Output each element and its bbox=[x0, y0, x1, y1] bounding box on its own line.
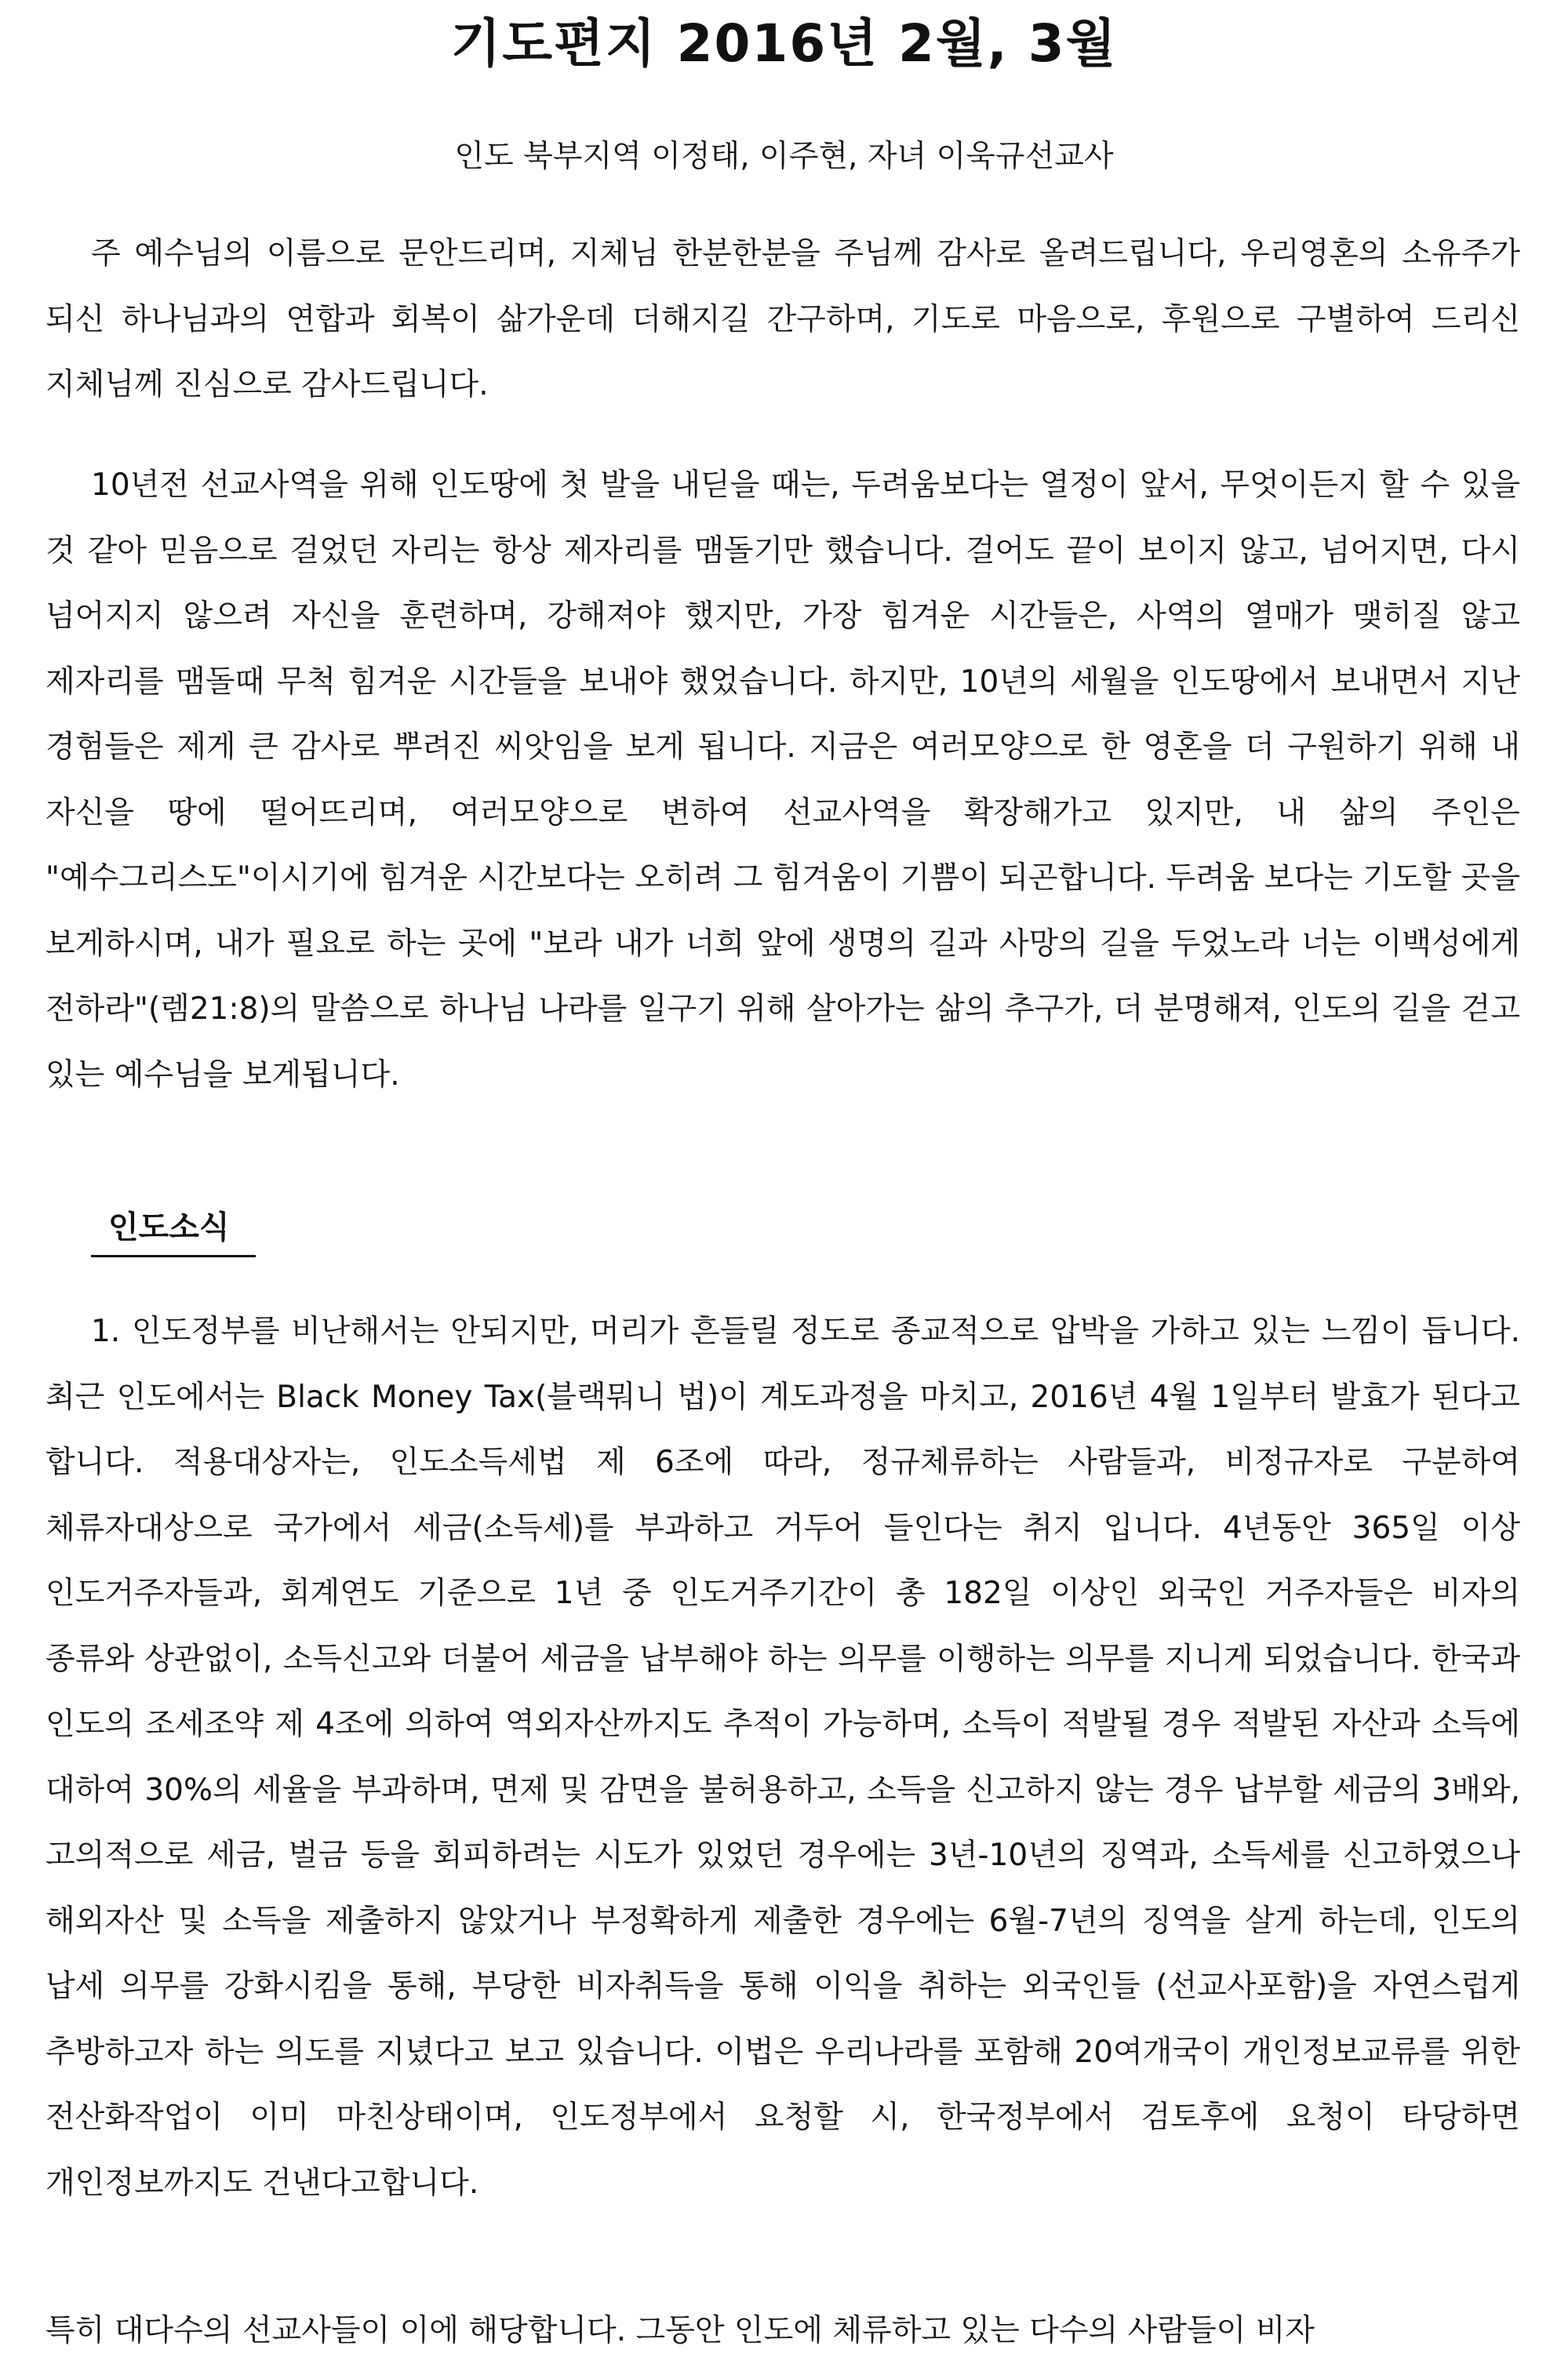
india-news-paragraph-1: 1. 인도정부를 비난해서는 안되지만, 머리가 흔들릴 정도로 종교적으로 압박을 가하고 있는 느낌이 듭니다. 최근 인도에서는 Black Money Tax(블랙뭐니 법)이 계도과정을 마치고, 2016년 4월 1일부터 발효가 된다고 합니다. 적용대상자는, 인도소득세법 제 6조에 따라, 정규체류하는 사람들과, 비정규자로 구분하여 체류자대상으로 국가에서 세금(소득세)를 부과하고 거두어 들인다는 취지 입니다. 4년동안 365일 이상 인도거주자들과, 회계연도 기준으로 1년 중 인도거주기간이 총 182일 이상인 외국인 거주자들은 비자의 종류와 상관없이, 소득신고와 더불어 세금을 납부해야 하는 의무를 이행하는 의무를 지니게 되었습니다. 한국과 인도의 조세조약 제 4조에 의하여 역외자산까지도 추적이 가능하며, 소득이 적발될 경우 적발된 자산과 소득에 대하여 30%의 세율을 부과하며, 면제 및 감면을 불허용하고, 소득을 신고하지 않는 경우 납부할 세금의 3배와, 고의적으로 세금, 벌금 등을 회피하려는 시도가 있었던 경우에는 3년-10년의 징역과, 소득세를 신고하였으나 해외자산 및 소득을 제출하지 않았거나 부정확하게 제출한 경우에는 6월-7년의 징역을 살게 하는데, 인도의 납세 의무를 강화시킴을 통해, 부당한 비자취득을 통해 이익을 취하는 외국인들 (선교사포함)을 자연스럽게 추방하고자 하는 의도를 지녔다고 보고 있습니다. 이법은 우리나라를 포함해 20여개국이 개인정보교류를 위한 전산화작업이 이미 마친상태이며, 인도정부에서 요청할 시, 한국정부에서 검토후에 요청이 타당하면 개인정보까지도 건낸다고합니다. bbox=[45, 1314, 1520, 2201]
letter-author-line: 인도 북부지역 이정태, 이주현, 자녀 이욱규선교사 bbox=[454, 139, 1114, 174]
greeting-paragraph: 주 예수님의 이름으로 문안드리며, 지체님 한분한분을 주님께 감사로 올려드립니다, 우리영혼의 소유주가 되신 하나님과의 연합과 회복이 삶가운데 더해지길 간구하며, 기도로 마음으로, 후원으로 구별하여 드리신 지체님께 진심으로 감사드립니다. bbox=[45, 236, 1520, 402]
india-news-heading: 인도소식 bbox=[91, 1200, 256, 1257]
letter-title: 기도편지 2016년 2월, 3월 bbox=[450, 13, 1118, 74]
testimony-paragraph: 10년전 선교사역을 위해 인도땅에 첫 발을 내딛을 때는, 두려움보다는 열정이 앞서, 무엇이든지 할 수 있을 것 같아 믿음으로 걸었던 자리는 항상 제자리를 맴돌기만 했습니다. 걸어도 끝이 보이지 않고, 넘어지면, 다시 넘어지지 않으려 자신을 훈련하며, 강해져야 했지만, 가장 힘겨운 시간들은, 사역의 열매가 맺히질 않고 제자리를 맴돌때 무척 힘겨운 시간들을 보내야 했었습니다. 하지만, 10년의 세월을 인도땅에서 보내면서 지난 경험들은 제게 큰 감사로 뿌려진 씨앗임을 보게 됩니다. 지금은 여러모양으로 한 영혼을 더 구원하기 위해 내 자신을 땅에 떨어뜨리며, 여러모양으로 변하여 선교사역을 확장해가고 있지만, 내 삶의 주인은 "예수그리스도"이시기에 힘겨운 시간보다는 오히려 그 힘겨움이 기쁨이 되곤합니다. 두려움 보다는 기도할 곳을 보게하시며, 내가 필요로 하는 곳에 "보라 내가 너희 앞에 생명의 길과 사망의 길을 두었노라 너는 이백성에게 전하라"(렘21:8)의 말씀으로 하나님 나라를 일구기 위해 살아가는 삶의 추구가, 더 분명해져, 인도의 길을 걷고 있는 예수님을 보게됩니다. bbox=[45, 467, 1520, 1093]
india-news-paragraph-2: 특히 대다수의 선교사들이 이에 해당합니다. 그동안 인도에 체류하고 있는 다수의 사람들이 비자 bbox=[45, 2313, 1315, 2348]
